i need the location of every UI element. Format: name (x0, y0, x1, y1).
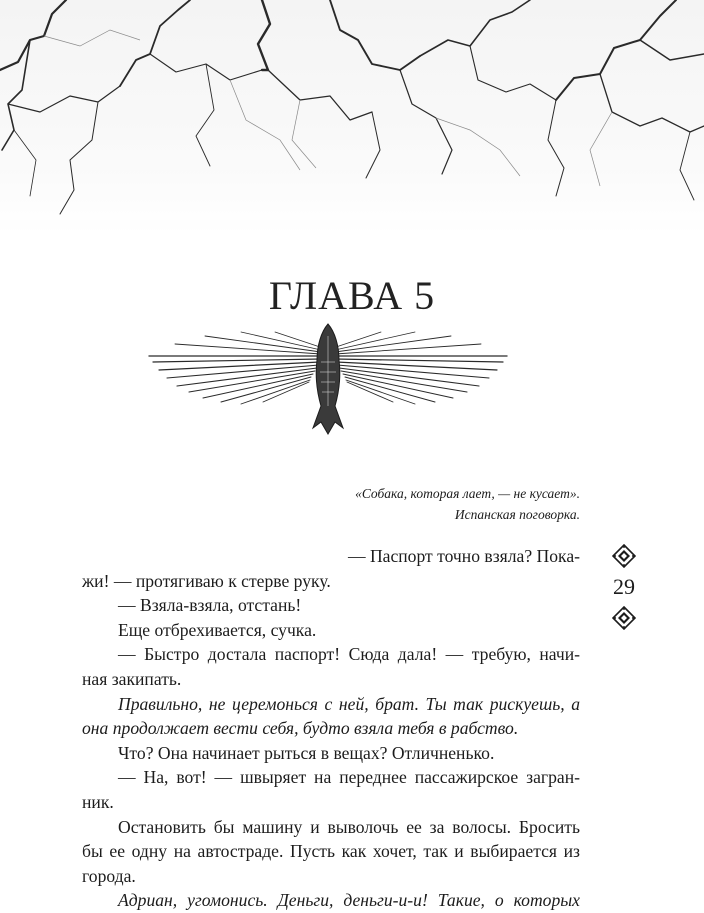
text-line: — На, вот! — швыряет на переднее пассажирское загран- (118, 767, 580, 788)
epigraph-quote: «Собака, которая лает, — не кусает». (355, 486, 580, 501)
chapter-title: ГЛАВА 5 (268, 273, 436, 318)
text-line: Еще отбрехивается, сучка. (118, 619, 317, 640)
marble-texture-header (0, 0, 704, 235)
text-line: — Быстро достала паспорт! Сюда дала! — требую, начи- (118, 644, 580, 665)
page-number: 29 (613, 574, 635, 599)
diamond-ornament-icon (612, 544, 636, 568)
epigraph-source: Испанская поговорка. (454, 507, 580, 522)
text-line: бы ее одну на автостраде. Пусть как хочет, так и выбирается из (82, 841, 580, 862)
chapter-body-text (82, 544, 580, 913)
eagle-illustration (145, 322, 511, 440)
text-line: Правильно, не церемонься с ней, брат. Ты так рискуешь, а (118, 693, 580, 714)
text-line: она продолжает вести себя, будто взяла тебя в рабство. (82, 718, 519, 739)
text-line: Остановить бы машину и выволочь ее за волосы. Бросить (118, 816, 580, 837)
epigraph (180, 483, 580, 525)
text-line: жи! — протягиваю к стерве руку. (82, 570, 331, 591)
text-line: ник. (82, 791, 114, 812)
page-marker (604, 544, 644, 630)
text-line: — Паспорт точно взяла? Пока- (347, 546, 580, 566)
text-line: ная закипать. (82, 668, 182, 689)
text-line: города. (82, 865, 136, 886)
diamond-ornament-icon (612, 606, 636, 630)
text-line: Что? Она начинает рыться в вещах? Отличненько. (118, 742, 495, 763)
text-line: Адриан, угомонись. Деньги, деньги-и-и! Такие, о которых (118, 890, 580, 911)
text-line: — Взяла-взяла, отстань! (118, 595, 302, 616)
